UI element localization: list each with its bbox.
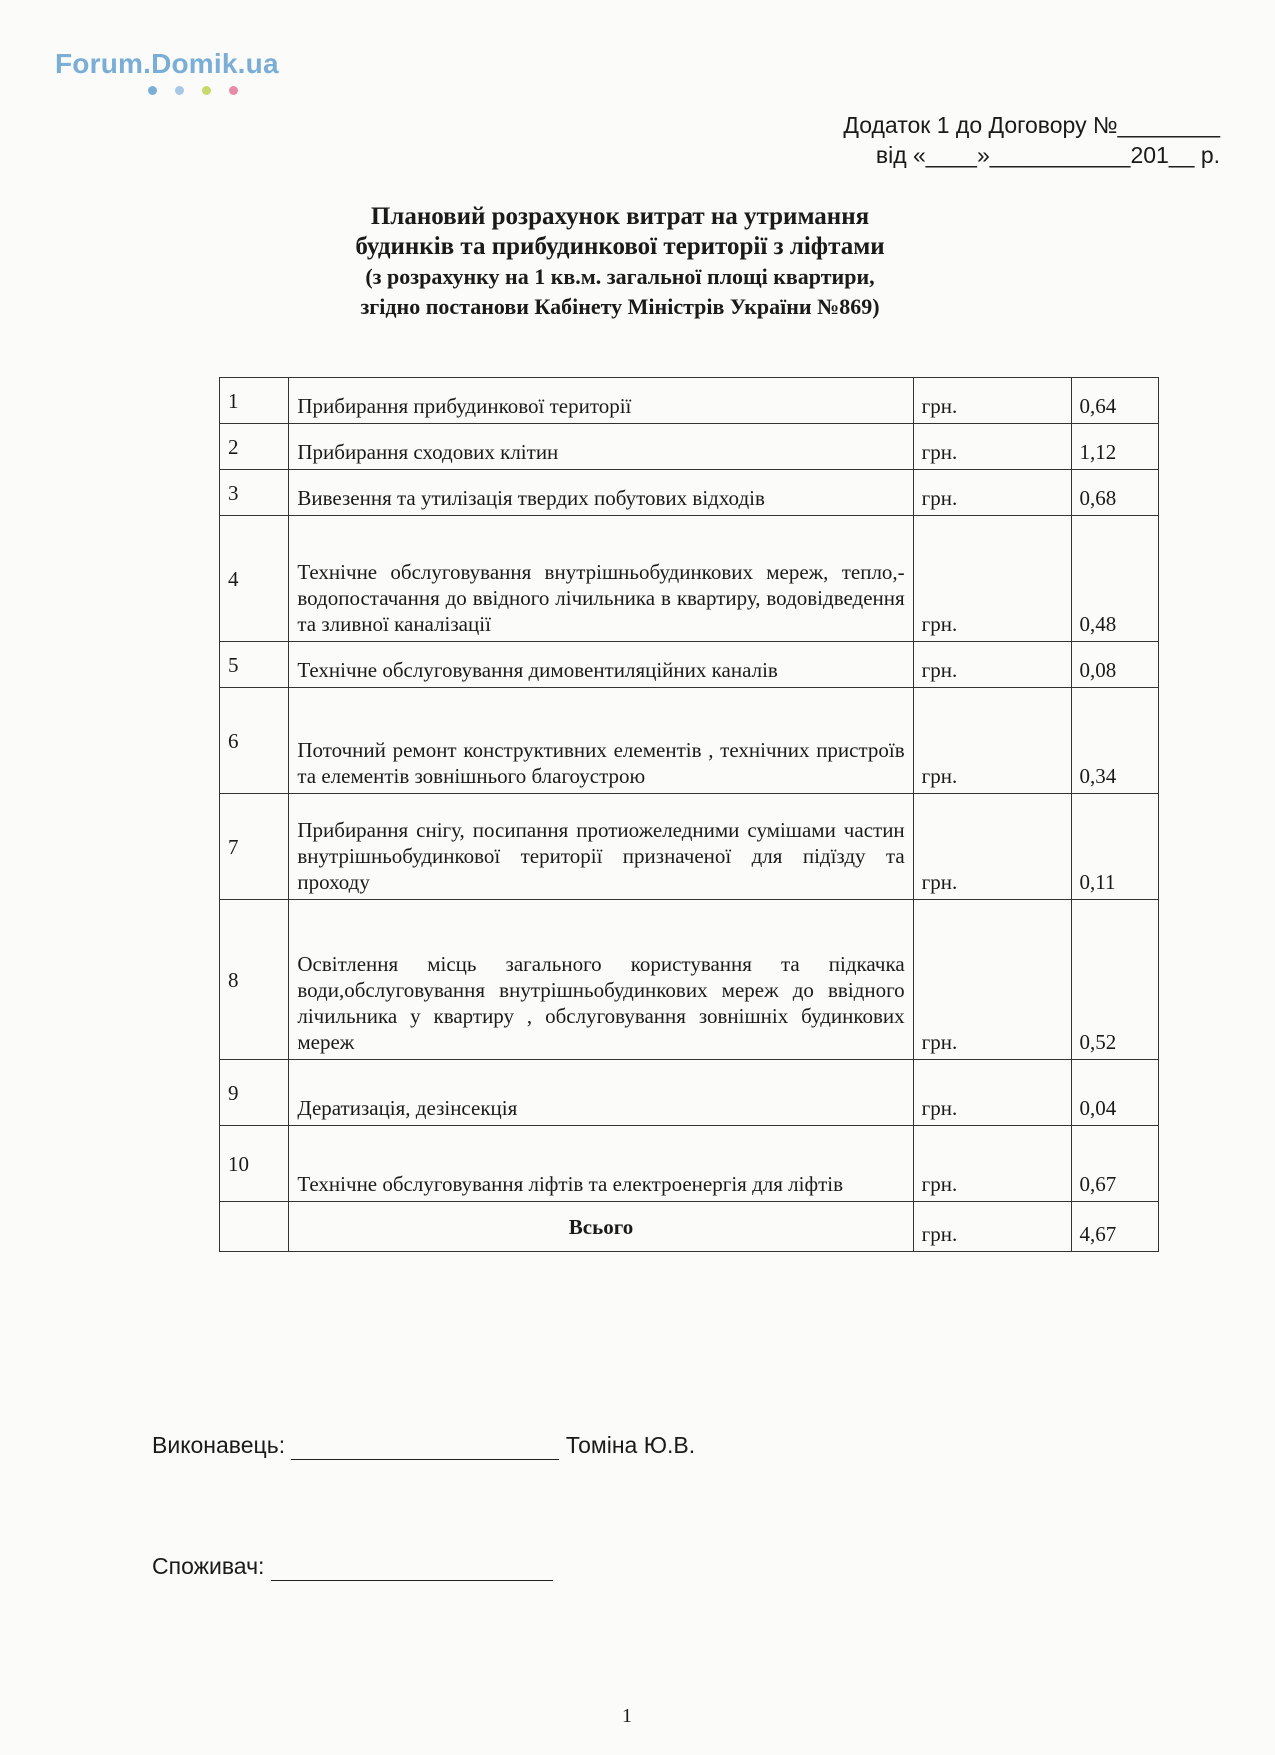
row-value: 0,67 [1071, 1126, 1159, 1202]
executor-name: Томіна Ю.В. [565, 1432, 696, 1458]
row-number: 9 [220, 1060, 289, 1126]
total-unit: грн. [913, 1202, 1071, 1252]
table-row [220, 642, 1159, 688]
total-label: Всього [289, 1202, 913, 1252]
table-row [220, 900, 1159, 1060]
consumer-signature-line [271, 1553, 553, 1581]
table-row [220, 688, 1159, 794]
consumer-label: Споживач: [152, 1553, 265, 1579]
executor-signature [152, 1432, 695, 1460]
row-value: 0,08 [1071, 642, 1159, 688]
title-subline: (з розрахунку на 1 кв.м. загальної площі квартири, [365, 264, 875, 289]
table-row [220, 1126, 1159, 1202]
watermark-dot [175, 86, 184, 95]
row-description: Прибирання прибудинкової території [289, 378, 913, 424]
watermark-dot [229, 86, 238, 95]
row-unit: грн. [913, 794, 1071, 900]
cost-table [219, 377, 1159, 1252]
watermark-dots [148, 86, 238, 95]
row-number: 8 [220, 900, 289, 1060]
table-row [220, 378, 1159, 424]
row-unit: грн. [913, 1126, 1071, 1202]
cost-table-body [220, 378, 1159, 1252]
row-value: 0,64 [1071, 378, 1159, 424]
table-row [220, 1060, 1159, 1126]
row-value: 1,12 [1071, 424, 1159, 470]
row-value: 0,34 [1071, 688, 1159, 794]
row-unit: грн. [913, 516, 1071, 642]
row-number: 4 [220, 516, 289, 642]
row-description: Технічне обслуговування внутрішньобудинкових мереж, тепло,- водопостачання до ввідного лічильника в квартиру, водовідведення та зливної каналізації [289, 516, 913, 642]
watermark-logo: Forum.Domik.ua [55, 48, 279, 79]
row-value: 0,68 [1071, 470, 1159, 516]
total-row [220, 1202, 1159, 1252]
row-number: 10 [220, 1126, 289, 1202]
row-value: 0,48 [1071, 516, 1159, 642]
page-number: 1 [622, 1705, 632, 1727]
row-number: 3 [220, 470, 289, 516]
row-value: 0,04 [1071, 1060, 1159, 1126]
appendix-line: Додаток 1 до Договору №________ [843, 112, 1220, 138]
row-number: 7 [220, 794, 289, 900]
title-line: будинків та прибудинкової території з ліфтами [355, 233, 885, 260]
watermark-dot [202, 86, 211, 95]
row-description: Вивезення та утилізація твердих побутових відходів [289, 470, 913, 516]
row-description: Поточний ремонт конструктивних елементів , технічних пристроїв та елементів зовнішнього благоустрою [289, 688, 913, 794]
title-subline: згідно постанови Кабінету Міністрів України №869) [360, 294, 880, 319]
row-unit: грн. [913, 470, 1071, 516]
row-unit: грн. [913, 424, 1071, 470]
table-row [220, 516, 1159, 642]
row-unit: грн. [913, 900, 1071, 1060]
total-number-cell [220, 1202, 289, 1252]
row-description: Прибирання сходових клітин [289, 424, 913, 470]
row-description: Прибирання снігу, посипання протиожеледними сумішами частин внутрішньобудинкової території призначеної для підїзду та проходу [289, 794, 913, 900]
row-unit: грн. [913, 378, 1071, 424]
executor-label: Виконавець: [152, 1432, 286, 1458]
row-number: 2 [220, 424, 289, 470]
row-description: Освітлення місць загального користування та підкачка води,обслуговування внутрішньобудинкових мереж до ввідного лічильника у квартиру , обслуговування зовнішніх будинкових мереж [289, 900, 913, 1060]
title-line: Плановий розрахунок витрат на утримання [370, 203, 870, 230]
row-number: 6 [220, 688, 289, 794]
table-row [220, 470, 1159, 516]
appendix-date-line: від «____»___________201__ р. [875, 142, 1220, 168]
appendix-header [843, 110, 1220, 170]
row-unit: грн. [913, 1060, 1071, 1126]
row-value: 0,11 [1071, 794, 1159, 900]
table-row [220, 794, 1159, 900]
executor-signature-line [291, 1432, 559, 1460]
row-description: Дератизація, дезінсекція [289, 1060, 913, 1126]
row-number: 5 [220, 642, 289, 688]
row-description: Технічне обслуговування ліфтів та електроенергія для ліфтів [289, 1126, 913, 1202]
consumer-signature [152, 1553, 553, 1581]
row-value: 0,52 [1071, 900, 1159, 1060]
document-title [180, 202, 1060, 322]
total-value: 4,67 [1071, 1202, 1159, 1252]
watermark-dot [148, 86, 157, 95]
row-unit: грн. [913, 642, 1071, 688]
row-unit: грн. [913, 688, 1071, 794]
table-row [220, 424, 1159, 470]
row-description: Технічне обслуговування димовентиляційних каналів [289, 642, 913, 688]
row-number: 1 [220, 378, 289, 424]
